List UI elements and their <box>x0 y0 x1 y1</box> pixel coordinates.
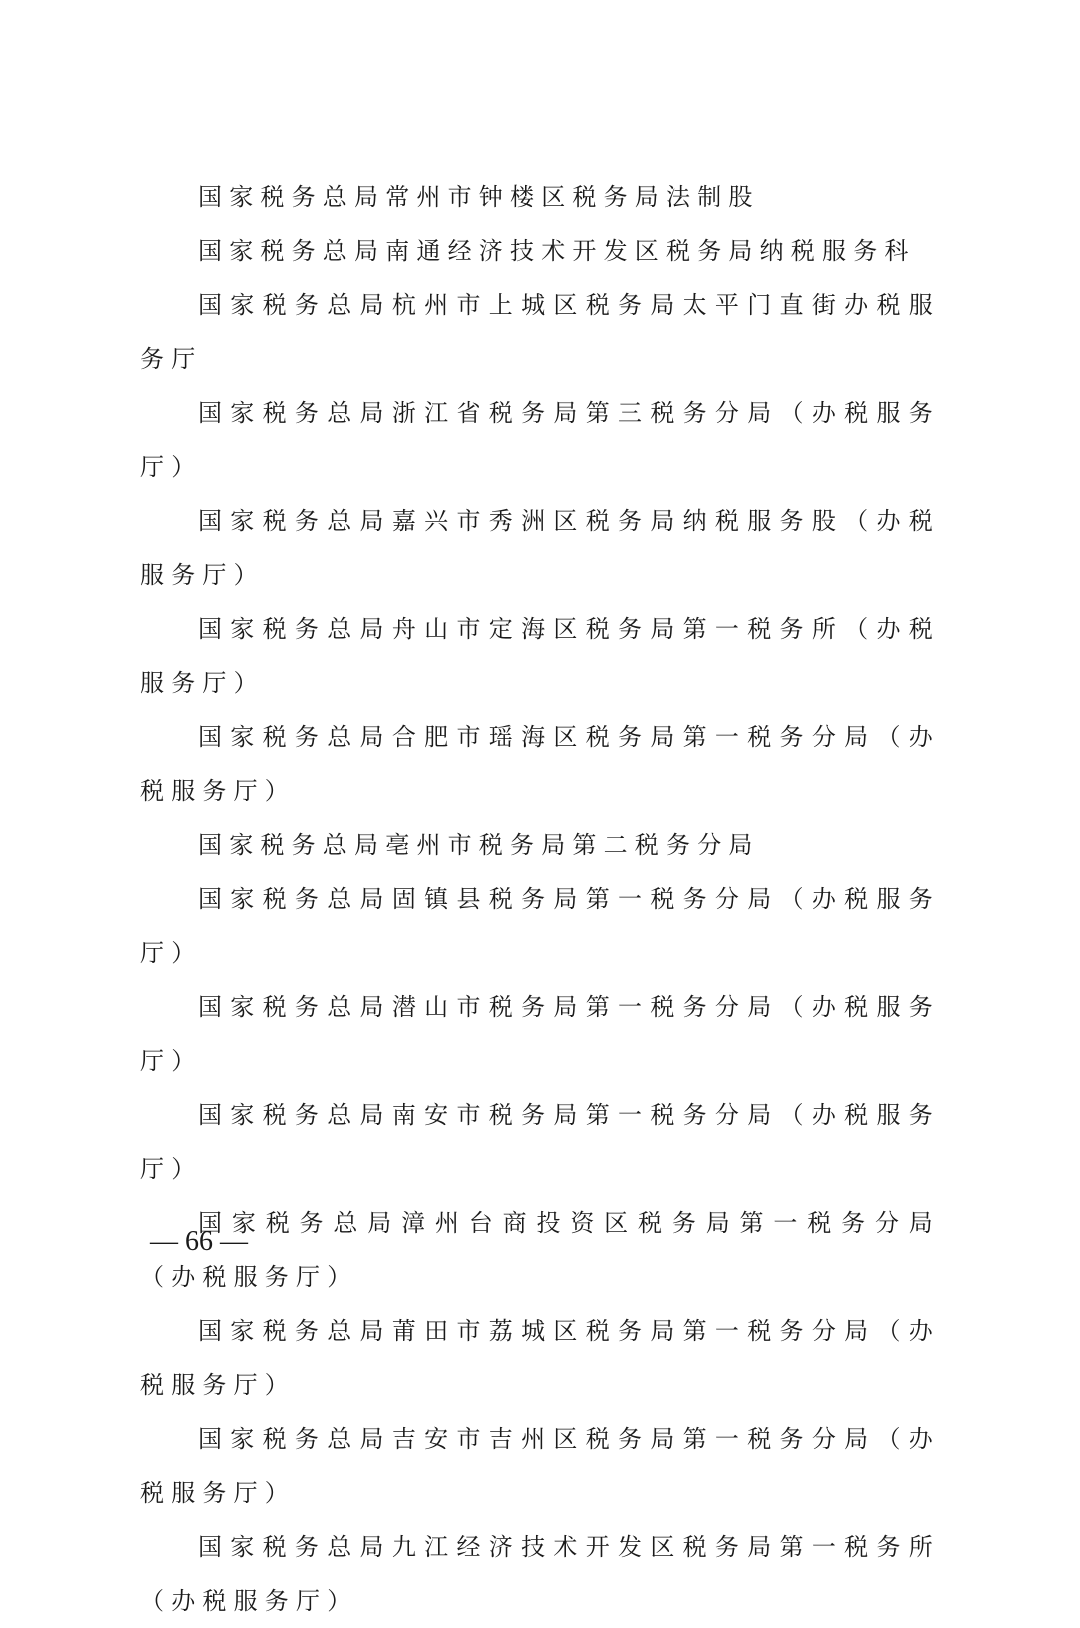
list-item: 国家税务总局固镇县税务局第一税务分局（办税服务厅） <box>140 885 940 967</box>
list-item: 国家税务总局合肥市瑶海区税务局第一税务分局（办税服务厅） <box>140 723 940 805</box>
list-item: 国家税务总局九江经济技术开发区税务局第一税务所（办税服务厅） <box>140 1533 940 1615</box>
list-item: 国家税务总局南安市税务局第一税务分局（办税服务厅） <box>140 1101 940 1183</box>
list-item: 国家税务总局吉安市吉州区税务局第一税务分局（办税服务厅） <box>140 1425 940 1507</box>
list-item: 国家税务总局舟山市定海区税务局第一税务所（办税服务厅） <box>140 615 940 697</box>
list-item: 国家税务总局漳州台商投资区税务局第一税务分局（办税服务厅） <box>140 1209 940 1291</box>
list-item: 国家税务总局莆田市荔城区税务局第一税务分局（办税服务厅） <box>140 1317 940 1399</box>
page-number: — 66 — <box>150 1226 248 1257</box>
list-item: 国家税务总局浙江省税务局第三税务分局（办税服务厅） <box>140 399 940 481</box>
list-item: 国家税务总局嘉兴市秀洲区税务局纳税服务股（办税服务厅） <box>140 507 940 589</box>
list-item: 国家税务总局南通经济技术开发区税务局纳税服务科 <box>198 237 916 265</box>
list-item: 国家税务总局常州市钟楼区税务局法制股 <box>198 183 760 211</box>
entry-list <box>140 170 940 1628</box>
list-item: 国家税务总局杭州市上城区税务局太平门直街办税服务厅 <box>140 291 940 373</box>
list-item: 国家税务总局潜山市税务局第一税务分局（办税服务厅） <box>140 993 940 1075</box>
list-item: 国家税务总局亳州市税务局第二税务分局 <box>198 831 760 859</box>
